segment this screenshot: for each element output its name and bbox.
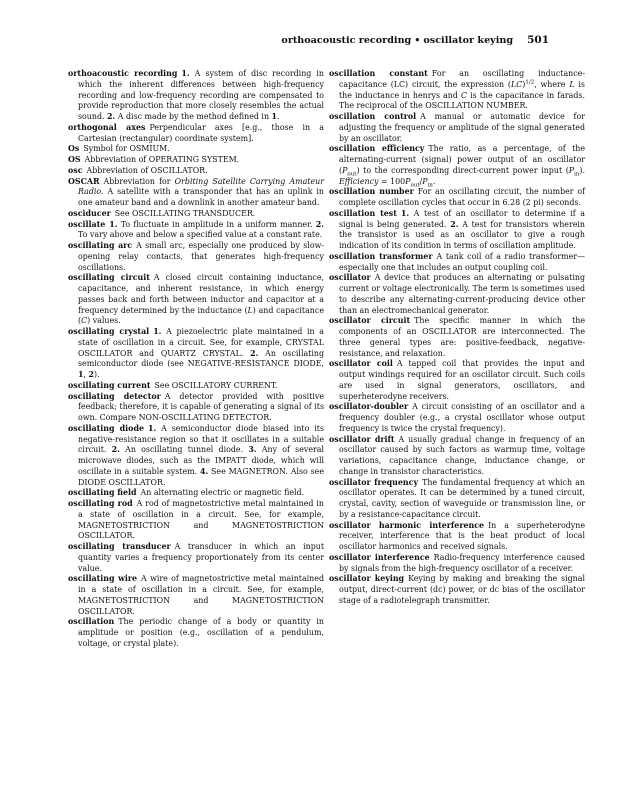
- entry-term: Os: [68, 144, 80, 154]
- definition-text: ) to the corresponding direct-current power input (: [356, 165, 569, 175]
- definition-text: 3.: [248, 445, 257, 455]
- entry-oscillating-circuit: [68, 273, 324, 327]
- right-column: [329, 69, 585, 607]
- definition-text: L: [247, 305, 253, 315]
- entry-os: [68, 144, 324, 155]
- definition-text: In a superheterodyne receiver, interference that is the beat product of local oscillator harmonics and received signals.: [339, 520, 585, 551]
- definition-text: A small arc, especially one produced by slow-opening relay contacts, that generates high-frequency oscillations.: [78, 241, 324, 272]
- definition-text: Keying by making and breaking the signal output, direct-current (dc) power, or dc bias of the oscillator stage of a radiotelegraph transmitter.: [339, 574, 585, 605]
- definition-text: See OSCILLATORY CURRENT.: [154, 380, 278, 390]
- definition-text: Radio-frequency interference caused by signals from the high-frequency oscillator of a receiver.: [339, 552, 585, 573]
- entry-oscillator-keying: [329, 574, 585, 606]
- definition-text: , where: [534, 79, 570, 89]
- entry-term: orthoacoustic recording: [68, 69, 178, 78]
- definition-text: An alternating electric or magnetic field.: [140, 488, 305, 498]
- definition-text: ): [522, 79, 526, 89]
- definition-text: See OSCILLATING TRANSDUCER.: [114, 208, 256, 218]
- definition-text: P: [568, 165, 575, 175]
- entry-oscillation-number: [329, 187, 585, 209]
- definition-text: = 100: [378, 176, 406, 186]
- entry-oscillator-coil: [329, 359, 585, 402]
- entry-term: oscillator coil: [329, 359, 393, 369]
- entry-oscillator-circuit: [329, 316, 585, 359]
- definition-text: .: [277, 112, 280, 121]
- definition-text: ).: [579, 165, 585, 175]
- definition-text: The periodic change of a body or quantity in amplitude or position (e.g., oscillation of a pendulum, voltage, or crystal plate).: [78, 617, 324, 648]
- definition-text: A usually gradual change in frequency of an oscillator caused by such factors as warmup time, voltage variations, capacitance change, inductance change, or change in transistor characteristics.: [339, 434, 585, 476]
- entry-term: oscillator circuit: [329, 316, 411, 326]
- entry-osciducer: [68, 209, 324, 220]
- definition-text: A rod of magnetostrictive metal maintained in a state of oscillation in a circuit. See, for example, MAGNETOSTRICTION and MAGNETOSTRICTION OSCILLATOR.: [78, 499, 324, 541]
- entry-os: [68, 155, 324, 166]
- definition-text: To vary above and below a specified value at a constant rate.: [78, 230, 323, 240]
- definition-text: A piezoelectric plate maintained in a state of oscillation in a circuit. See, for example, CRYSTAL OSCILLATOR and QUARTZ CRYSTAL.: [78, 327, 324, 358]
- entry-term: osc: [68, 165, 83, 175]
- definition-text: Efficiency: [339, 176, 379, 186]
- definition-text: 2.: [111, 445, 120, 455]
- entry-oscillating-field: [68, 488, 324, 499]
- entry-term: oscillating arc: [68, 241, 133, 250]
- entry-term: oscillation: [68, 617, 115, 627]
- definition-text: Symbol for OSMIUM.: [83, 144, 170, 154]
- definition-text: P: [342, 165, 348, 175]
- entry-orthogonal-axes: [68, 123, 324, 145]
- entry-oscillating-crystal: [68, 327, 324, 381]
- definition-text: out: [347, 171, 357, 178]
- entry-term: oscillating detector: [68, 391, 161, 401]
- entry-term: oscillating rod: [68, 499, 133, 508]
- definition-text: A transducer in which an input quantity varies a frequency proportionately from its center value.: [78, 542, 324, 573]
- entry-term: oscillating crystal: [68, 327, 150, 336]
- entry-term: orthogonal axes: [68, 122, 146, 132]
- entry-oscillation-efficiency: [329, 144, 585, 187]
- entry-term: oscillation control: [329, 112, 417, 121]
- definition-text: . A satellite with a transponder that has an uplink in one amateur band and a downlink in another amateur band.: [78, 187, 324, 207]
- entry-orthoacoustic-recording: [68, 69, 324, 123]
- entry-oscar: [68, 177, 324, 209]
- entry-term: oscillator: [329, 273, 371, 283]
- definition-text: L: [569, 79, 575, 89]
- definition-text: is the capacitance in farads. The reciprocal of the OSCILLATION NUMBER.: [339, 90, 585, 111]
- definition-text: 1: [78, 370, 84, 379]
- definition-text: out: [410, 182, 420, 189]
- header-bullet: •: [414, 35, 421, 46]
- definition-text: 4.: [199, 466, 209, 476]
- definition-text: A system of disc recording in which the inherent differences between high-frequency recording and low-frequency recording are compensated to provide reproduction that more closely resembles the actual sound.: [78, 69, 324, 121]
- left-column: [68, 69, 324, 650]
- definition-text: A closed circuit containing inductance, capacitance, and inherent resistance, in which energy passes back and forth between inductor and capacitor at a frequency determined by the inductance (: [78, 273, 324, 315]
- definition-text: A detector provided with positive feedback; therefore, it is capable of generating a signal of its own. Compare NON-OSCILLATING DETECTOR.: [78, 391, 324, 422]
- definition-text: A circuit consisting of an oscillator and a frequency doubler (e.g., a crystal oscillator whose output frequency is twice the crystal frequency).: [339, 402, 585, 433]
- entry-oscillation-constant: [329, 69, 585, 112]
- entry-term: oscillate: [68, 219, 106, 229]
- entry-oscillating-arc: [68, 241, 324, 273]
- entry-oscillator-frequency: [329, 478, 585, 521]
- entry-oscillation-test: [329, 209, 585, 252]
- header-first-term: orthoacoustic recording: [281, 35, 412, 46]
- entry-term: oscillating circuit: [68, 273, 150, 283]
- entry-oscillating-rod: [68, 499, 324, 542]
- definition-text: in: [427, 182, 433, 189]
- entry-oscillation-transformer: [329, 252, 585, 274]
- definition-text: A semiconductor diode biased into its negative-resistance region so that it oscillates in a suitable circuit.: [78, 423, 324, 455]
- definition-text: To fluctuate in amplitude in a uniform manner.: [117, 219, 316, 229]
- entry-term: oscillating field: [68, 488, 137, 498]
- definition-text: Any of several microwave diodes, such as the IMPATT diode, which will oscillate in a suitable system.: [78, 445, 324, 476]
- entry-oscillating-diode: [68, 424, 324, 489]
- definition-text: An oscillating semiconductor diode (see NEGATIVE-RESISTANCE DIODE,: [78, 348, 324, 369]
- definition-text: 1.: [109, 219, 118, 229]
- definition-text: A wire of magnetostrictive metal maintained in a state of oscillation in a circuit. See, for example, MAGNETOSTRICTION and MAGNETOSTRICTION OSCILLATOR.: [78, 574, 324, 616]
- definition-text: For an oscillating inductance-capacitance (LC) circuit, the expression (: [339, 69, 585, 89]
- definition-text: 1.: [153, 327, 162, 336]
- definition-text: For an oscillating circuit, the number of complete oscillation cycles that occur in 6.28 (2 pi) seconds.: [339, 187, 585, 207]
- definition-text: P: [405, 176, 411, 186]
- entry-term: oscillating current: [68, 380, 151, 390]
- definition-text: An oscillating tunnel diode.: [119, 445, 249, 455]
- entry-oscillating-wire: [68, 574, 324, 617]
- entry-oscillation-control: [329, 112, 585, 144]
- definition-text: Abbreviation for: [103, 176, 175, 186]
- definition-text: A tapped coil that provides the input and output windings required for an oscillator circuit. Such coils are used in signal generators, oscillators, and superheterodyne receivers.: [339, 359, 585, 401]
- definition-text: 2.: [450, 219, 459, 229]
- entry-term: oscillator frequency: [329, 477, 419, 487]
- definition-text: 2.: [315, 219, 324, 229]
- definition-text: 1/2: [525, 79, 535, 86]
- entry-term: oscillator keying: [329, 574, 405, 584]
- definition-text: .: [432, 176, 436, 186]
- definition-text: A test of an oscillator to determine if a signal is being generated.: [339, 208, 585, 229]
- definition-text: 2.: [250, 348, 259, 358]
- entry-term: oscillation efficiency: [329, 144, 425, 154]
- definition-text: A device that produces an alternating or pulsating current or voltage electronically. The term is sometimes used to describe any alternating-current-producing device other than an electromechanical generator.: [339, 273, 585, 315]
- definition-text: ,: [83, 370, 89, 379]
- entry-term: oscillation transformer: [329, 251, 433, 261]
- definition-text: LC: [510, 79, 523, 89]
- definition-text: P: [422, 176, 428, 186]
- definition-text: The ratio, as a percentage, of the alternating-current (signal) power output of an oscillator (: [339, 144, 585, 175]
- definition-text: Orbiting Satellite Carrying Amateur Radio: [78, 176, 324, 197]
- definition-text: 1: [271, 112, 278, 121]
- definition-text: ) and capacitance (: [78, 305, 324, 326]
- entry-term: oscillator interference: [329, 552, 430, 562]
- entry-term: OS: [68, 155, 81, 164]
- definition-text: Abbreviation of OPERATING SYSTEM.: [84, 155, 240, 164]
- definition-text: Abbreviation of OSCILLATOR.: [86, 165, 208, 175]
- header-last-term: oscillator keying: [423, 35, 514, 46]
- definition-text: A manual or automatic device for adjusting the frequency or amplitude of the signal generated by an oscillator.: [339, 112, 585, 143]
- definition-text: The specific manner in which the components of an OSCILLATOR are interconnected. The three general types are: positive-feedback, negative-resistance, and relaxation.: [339, 316, 585, 358]
- definition-text: See MAGNETRON. Also see DIODE OSCILLATOR.: [78, 466, 324, 487]
- definition-text: 2: [88, 370, 95, 379]
- definition-text: 1.: [181, 69, 190, 78]
- definition-text: 1.: [400, 208, 410, 218]
- entry-term: oscillating wire: [68, 574, 138, 584]
- entry-oscillation: [68, 617, 324, 649]
- entry-term: OSCAR: [68, 176, 100, 186]
- entry-oscillator-drift: [329, 435, 585, 478]
- entry-term: oscillator drift: [329, 434, 395, 444]
- entry-term: oscillator-doubler: [329, 402, 409, 412]
- definition-text: 2.: [107, 112, 116, 121]
- definition-text: C: [460, 90, 468, 100]
- definition-text: The fundamental frequency at which an oscillator operates. It can be determined by a tuned circuit, crystal, cavity, section of waveguide or transmission line, or by a resistance-capacitance circuit.: [339, 477, 585, 519]
- entry-term: oscillator harmonic interference: [329, 520, 485, 530]
- definition-text: is the inductance in henrys and: [339, 79, 585, 100]
- entry-oscillating-current: [68, 381, 324, 392]
- entry-oscillator: [329, 273, 585, 316]
- definition-text: in: [574, 171, 580, 178]
- entry-term: oscillation number: [329, 187, 414, 197]
- definition-text: A tank coil of a radio transformer—especially one that includes an output coupling coil.: [339, 251, 585, 272]
- entry-oscillating-transducer: [68, 542, 324, 574]
- entry-oscillator-harmonic-interference: [329, 521, 585, 553]
- definition-text: 1.: [147, 423, 157, 433]
- entry-term: oscillation constant: [329, 69, 428, 78]
- entry-term: oscillating diode: [68, 423, 144, 433]
- definition-text: A disc made by the method defined in: [115, 112, 272, 121]
- definition-text: Perpendicular axes [e.g., those in a Cartesian (rectangular) coordinate system].: [78, 122, 324, 143]
- entry-term: oscillating transducer: [68, 542, 171, 551]
- definition-text: /: [419, 176, 423, 186]
- definition-text: ).: [94, 370, 100, 379]
- entry-osc: [68, 166, 324, 177]
- definition-text: C: [81, 316, 88, 326]
- entry-oscillator-doubler: [329, 402, 585, 434]
- definition-text: ) values.: [87, 316, 121, 326]
- definition-text: A test for transistors wherein the transistor is used as an oscillator to give a rough indication of its condition in terms of oscillation amplitude.: [339, 219, 586, 250]
- entry-oscillate: [68, 220, 324, 242]
- page-number: 501: [527, 34, 549, 46]
- entry-oscillator-interference: [329, 553, 585, 575]
- entry-oscillating-detector: [68, 392, 324, 424]
- running-header: [281, 34, 549, 46]
- entry-term: oscillation test: [329, 208, 397, 218]
- entry-term: osciducer: [68, 208, 111, 218]
